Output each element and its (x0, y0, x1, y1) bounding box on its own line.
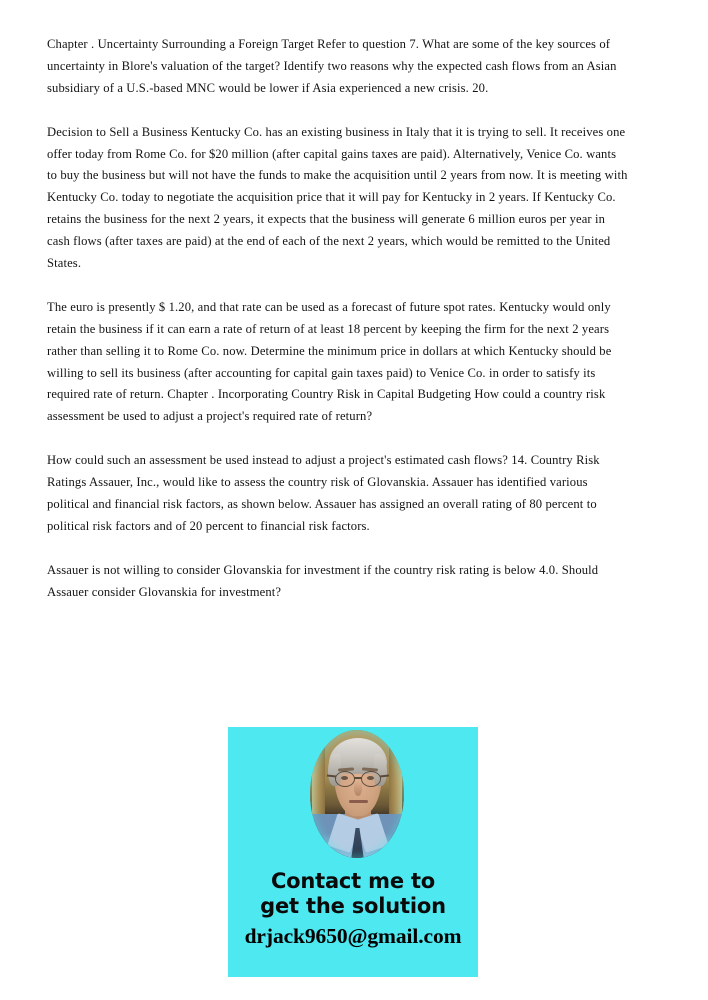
eyeglasses-arm-right-icon (380, 775, 389, 778)
paragraph-5: Assauer is not willing to consider Glovanskia for investment if the country risk rating is below 4.0. Should Assauer consider Glovanskia for investment? (47, 562, 599, 599)
portrait-photo (310, 730, 404, 858)
contact-promo-banner (228, 727, 478, 977)
photo-eyebrow-left (338, 767, 354, 771)
photo-hair (329, 738, 387, 774)
paragraph-4: How could such an assessment be used instead to adjust a project's estimated cash flows? 14. Country Risk Ratings Assauer, Inc., would like to assess the country risk of Glovanskia. Assauer has identified various political and financial risk factors, as shown below. Assauer has assigned an overall rating of 80 percent to political risk factors and of 20 percent to financial risk factors. (47, 453, 600, 533)
photo-shirt (310, 814, 404, 858)
eyeglasses-lens-right-icon (361, 771, 381, 787)
photo-eye-right (367, 776, 374, 780)
photo-neck (345, 804, 371, 826)
photo-background (310, 730, 404, 858)
promo-headline-line-1: Contact me to (270, 869, 436, 893)
photo-necktie (351, 828, 364, 858)
eyeglasses-lens-left-icon (335, 771, 355, 787)
photo-hair-right (374, 754, 387, 786)
photo-hair-left (328, 754, 341, 786)
photo-eyebrow-right (362, 767, 378, 771)
contact-email-address[interactable]: drjack9650@gmail.com (244, 924, 462, 948)
paragraph-2: Decision to Sell a Business Kentucky Co. has an existing business in Italy that it is trying to sell. It receives one offer today from Rome Co. for $20 million (after capital gains taxes are paid). Alternatively, Venice Co. wants to buy the business but will not have the funds to make the acquisition until 2 years from now. It is meeting with Kentucky Co. today to negotiate the acquisition price that it will pay for Kentucky in 2 years. If Kentucky Co. retains the business for the next 2 years, it expects that the business will generate 6 million euros per year in cash flows (after taxes are paid) at the end of each of the next 2 years, which would be remitted to the United States. (47, 124, 628, 271)
promo-headline-line-2: get the solution (260, 894, 446, 918)
document-body (47, 34, 629, 604)
photo-frame-right (389, 738, 402, 820)
paragraph-1: Chapter . Uncertainty Surrounding a Foreign Target Refer to question 7. What are some of the key sources of uncertainty in Blore's valuation of the target? Identify two reasons why the expected cash flows from an Asian subsidiary of a U.S.-based MNC would be lower if Asia experienced a new crisis. 20. (47, 37, 617, 95)
photo-nose (354, 782, 362, 796)
photo-collar-right (355, 813, 388, 853)
eyeglasses-bridge-icon (354, 777, 362, 779)
photo-face (334, 746, 382, 816)
photo-eye-left (341, 776, 348, 780)
eyeglasses-arm-left-icon (327, 775, 336, 778)
photo-mouth (349, 800, 368, 803)
paragraph-3: The euro is presently $ 1.20, and that rate can be used as a forecast of future spot rates. Kentucky would only retain the business if it can earn a rate of return of at least 18 percent by keeping the firm for the next 2 years rather than selling it to Rome Co. now. Determine the minimum price in dollars at which Kentucky should be willing to sell its business (after accounting for capital gain taxes paid) to Venice Co. in order to satisfy its required rate of return. Chapter . Incorporating Country Risk in Capital Budgeting How could a country risk assessment be used to adjust a project's required rate of return? (47, 299, 612, 424)
photo-frame-left (312, 738, 325, 820)
photo-collar-left (327, 813, 360, 853)
